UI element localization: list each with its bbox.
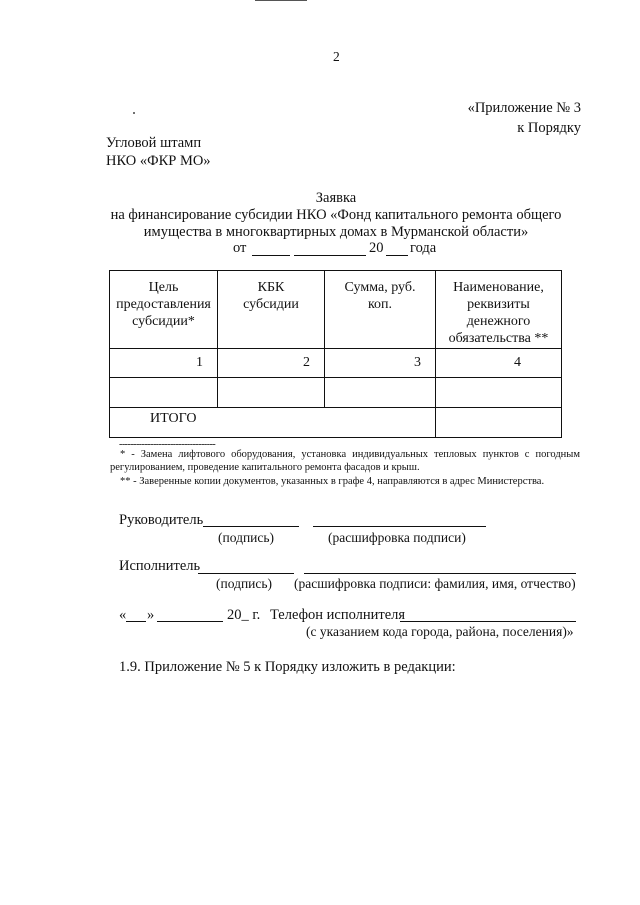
date-year: 20 xyxy=(369,240,384,256)
exec-sign-line xyxy=(198,573,294,574)
closing-paragraph: 1.9. Приложение № 5 к Порядку изложить в редакции: xyxy=(119,659,456,675)
head-label: Руководитель xyxy=(119,512,204,528)
date-month-line xyxy=(294,255,366,256)
header-purpose: Цель предоставления субсидии* xyxy=(110,271,218,349)
header-obligation: Наименование, реквизиты денежного обязательства ** xyxy=(436,271,562,349)
footnote-1: * - Замена лифтового оборудования, установка индивидуальных тепловых пунктов с погодным регулированием, проведение капитального ремонта фасадов и крыш. xyxy=(110,449,580,473)
date-prefix: от xyxy=(233,240,247,256)
head-decode-line xyxy=(313,526,486,527)
table-cell xyxy=(110,378,218,408)
header-sum: Сумма, руб. коп. xyxy=(325,271,436,349)
table-cell xyxy=(218,378,325,408)
table-total-row xyxy=(110,408,562,438)
title-line-3: имущества в многоквартирных домах в Мурманской области» xyxy=(143,224,529,240)
top-rule xyxy=(255,0,307,1)
head-decode-caption: (расшифровка подписи) xyxy=(328,530,466,545)
table-cell xyxy=(436,378,562,408)
exec-decode-caption: (расшифровка подписи: фамилия, имя, отчество) xyxy=(294,576,576,591)
column-number: 1 xyxy=(110,349,218,378)
date-open-quote: « xyxy=(119,607,127,623)
column-number: 3 xyxy=(325,349,436,378)
footnote-rule: ---------------------------------- xyxy=(119,439,216,450)
phone-caption: (с указанием кода города, района, поселения)» xyxy=(306,624,574,639)
page-number: 2 xyxy=(333,49,340,64)
footnote-2: ** - Заверенные копии документов, указанных в графе 4, направляются в адрес Министерства. xyxy=(120,476,545,487)
table-cell xyxy=(436,408,562,438)
exec-sign-caption: (подпись) xyxy=(216,576,273,591)
speck-mark xyxy=(133,112,135,114)
date-month-line-2 xyxy=(157,621,223,622)
subsidy-table xyxy=(109,270,562,438)
date-day-line-2 xyxy=(126,621,146,622)
exec-label: Исполнитель xyxy=(119,558,201,574)
head-sign-caption: (подпись) xyxy=(218,530,275,545)
head-sign-line xyxy=(203,526,299,527)
table-number-row xyxy=(110,349,562,378)
date-day-line xyxy=(252,255,290,256)
total-label: ИТОГО xyxy=(110,408,436,438)
title-heading: Заявка xyxy=(315,190,357,206)
stamp-line-2: НКО «ФКР МО» xyxy=(106,153,211,169)
stamp-line-1: Угловой штамп xyxy=(106,135,202,151)
header-kbk: КБК субсидии xyxy=(218,271,325,349)
date-close-quote: » xyxy=(147,607,155,623)
phone-line xyxy=(400,621,576,622)
exec-decode-line xyxy=(304,573,576,574)
date-suffix: года xyxy=(410,240,437,256)
column-number: 4 xyxy=(436,349,562,378)
phone-label: Телефон исполнителя xyxy=(270,607,406,623)
date-year-2: 20_ г. xyxy=(227,607,261,623)
table-empty-row xyxy=(110,378,562,408)
date-year-line xyxy=(386,255,408,256)
column-number: 2 xyxy=(218,349,325,378)
table-header-row xyxy=(110,271,562,349)
table-cell xyxy=(325,378,436,408)
title-line-2: на финансирование субсидии НКО «Фонд капитального ремонта общего xyxy=(110,207,562,223)
appendix-line-2: к Порядку xyxy=(517,120,581,136)
appendix-line-1: «Приложение № 3 xyxy=(467,100,581,116)
